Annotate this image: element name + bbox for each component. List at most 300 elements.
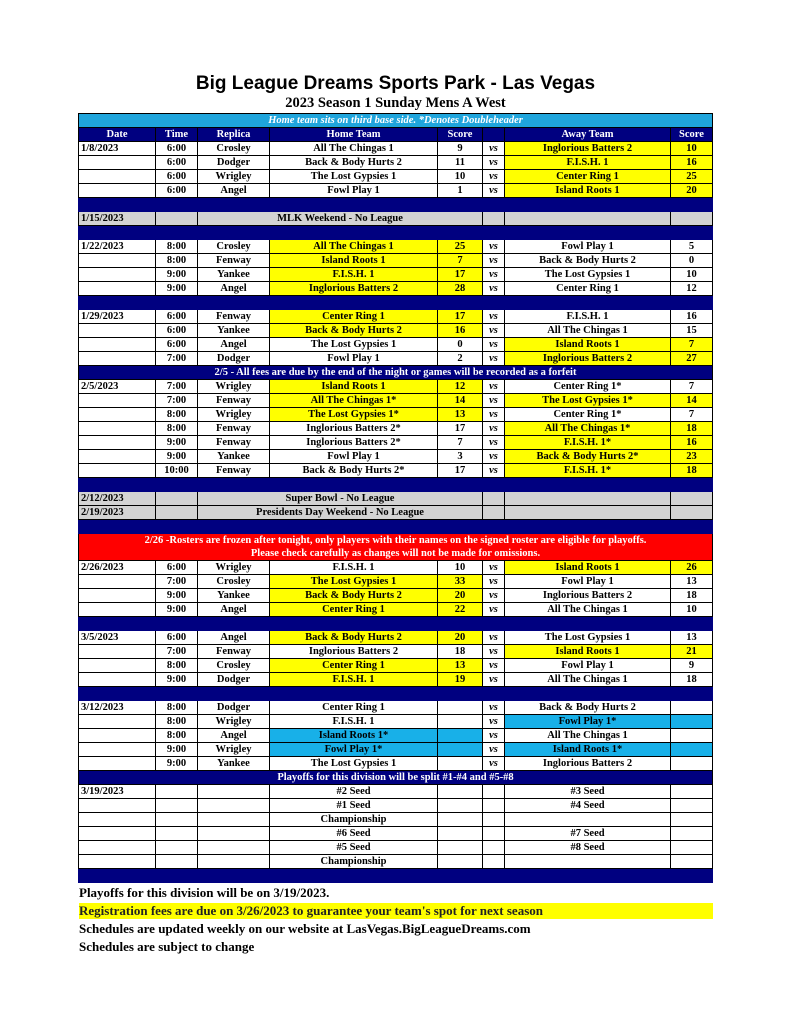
game-time: 7:00 <box>156 380 198 394</box>
vs-label: vs <box>483 729 505 743</box>
home-score: 1 <box>438 184 483 198</box>
vs-label: vs <box>483 645 505 659</box>
game-time: 8:00 <box>156 422 198 436</box>
home-team: F.I.S.H. 1 <box>270 673 438 687</box>
no-league-row <box>79 212 713 226</box>
no-league-label: Super Bowl - No League <box>198 492 483 506</box>
empty-cell <box>483 841 505 855</box>
away-score <box>671 701 713 715</box>
game-date <box>79 436 156 450</box>
playoff-row <box>79 855 713 869</box>
game-row <box>79 659 713 673</box>
home-team: The Lost Gypsies 1 <box>270 170 438 184</box>
home-score: 7 <box>438 436 483 450</box>
playoff-home: #1 Seed <box>270 799 438 813</box>
playoff-away: #3 Seed <box>505 785 671 799</box>
empty-cell <box>198 813 270 827</box>
home-score <box>438 757 483 771</box>
separator-bar <box>79 226 713 240</box>
away-score: 12 <box>671 282 713 296</box>
vs-label: vs <box>483 240 505 254</box>
game-date: 2/26/2023 <box>79 561 156 575</box>
empty-cell <box>671 785 713 799</box>
empty-cell <box>671 506 713 520</box>
away-score: 14 <box>671 394 713 408</box>
home-team: F.I.S.H. 1 <box>270 715 438 729</box>
game-row <box>79 631 713 645</box>
game-time: 9:00 <box>156 673 198 687</box>
away-score: 25 <box>671 170 713 184</box>
away-score: 10 <box>671 268 713 282</box>
game-row <box>79 603 713 617</box>
playoff-row <box>79 785 713 799</box>
away-score: 20 <box>671 184 713 198</box>
game-date: 1/8/2023 <box>79 142 156 156</box>
game-time: 6:00 <box>156 631 198 645</box>
home-score: 10 <box>438 170 483 184</box>
game-time: 8:00 <box>156 408 198 422</box>
away-team: Island Roots 1 <box>505 645 671 659</box>
game-date <box>79 408 156 422</box>
footer-playoff-date: Playoffs for this division will be on 3/19/2023. <box>79 885 330 900</box>
game-date <box>79 450 156 464</box>
empty-cell <box>438 855 483 869</box>
game-field: Wrigley <box>198 743 270 757</box>
vs-label: vs <box>483 380 505 394</box>
game-field: Dodger <box>198 673 270 687</box>
home-team: The Lost Gypsies 1* <box>270 408 438 422</box>
game-date: 3/12/2023 <box>79 701 156 715</box>
footer-disclaimer: Schedules are subject to change <box>79 939 255 954</box>
home-score: 19 <box>438 673 483 687</box>
game-date <box>79 715 156 729</box>
playoff-away: #7 Seed <box>505 827 671 841</box>
away-team: F.I.S.H. 1 <box>505 156 671 170</box>
away-score: 9 <box>671 659 713 673</box>
separator-row <box>79 617 713 631</box>
away-score <box>671 729 713 743</box>
home-team: Fowl Play 1* <box>270 743 438 757</box>
home-score: 18 <box>438 645 483 659</box>
game-date: 3/5/2023 <box>79 631 156 645</box>
away-score: 13 <box>671 575 713 589</box>
empty-cell <box>505 212 671 226</box>
vs-label: vs <box>483 673 505 687</box>
game-row <box>79 156 713 170</box>
game-date: 1/15/2023 <box>79 212 156 226</box>
home-team: Island Roots 1 <box>270 380 438 394</box>
home-score: 22 <box>438 603 483 617</box>
empty-cell <box>505 492 671 506</box>
away-team: Island Roots 1 <box>505 561 671 575</box>
empty-cell <box>483 855 505 869</box>
away-team: Inglorious Batters 2 <box>505 352 671 366</box>
playoff-split-notice-text: Playoffs for this division will be split #1-#4 and #5-#8 <box>79 771 713 785</box>
game-row <box>79 422 713 436</box>
away-team: The Lost Gypsies 1 <box>505 268 671 282</box>
game-row <box>79 338 713 352</box>
game-field: Angel <box>198 631 270 645</box>
home-score <box>438 715 483 729</box>
game-time: 6:00 <box>156 156 198 170</box>
game-time: 7:00 <box>156 352 198 366</box>
game-field: Crosley <box>198 142 270 156</box>
game-date <box>79 673 156 687</box>
col-time: Time <box>156 128 198 142</box>
away-score: 18 <box>671 673 713 687</box>
empty-cell <box>156 785 198 799</box>
vs-label: vs <box>483 450 505 464</box>
vs-label: vs <box>483 184 505 198</box>
note-text: Home team sits on third base side. *Denotes Doubleheader <box>79 114 713 128</box>
game-field: Yankee <box>198 450 270 464</box>
playoff-home: Championship <box>270 813 438 827</box>
separator-row <box>79 687 713 701</box>
game-time: 6:00 <box>156 310 198 324</box>
game-field: Yankee <box>198 757 270 771</box>
separator-bar <box>79 198 713 212</box>
game-time: 9:00 <box>156 268 198 282</box>
game-time: 6:00 <box>156 324 198 338</box>
away-team: The Lost Gypsies 1* <box>505 394 671 408</box>
playoff-row <box>79 841 713 855</box>
empty-cell <box>438 841 483 855</box>
game-field: Angel <box>198 603 270 617</box>
game-date <box>79 589 156 603</box>
away-score: 18 <box>671 589 713 603</box>
home-score: 3 <box>438 450 483 464</box>
game-date <box>79 799 156 813</box>
away-team: All The Chingas 1 <box>505 673 671 687</box>
empty-cell <box>156 799 198 813</box>
empty-cell <box>483 492 505 506</box>
game-field: Wrigley <box>198 380 270 394</box>
vs-label: vs <box>483 422 505 436</box>
playoff-split-notice <box>79 771 713 785</box>
playoff-away: #4 Seed <box>505 799 671 813</box>
home-score: 17 <box>438 422 483 436</box>
home-score: 12 <box>438 380 483 394</box>
home-team: Center Ring 1 <box>270 701 438 715</box>
away-team: Back & Body Hurts 2 <box>505 254 671 268</box>
home-score: 20 <box>438 589 483 603</box>
away-team: F.I.S.H. 1 <box>505 310 671 324</box>
empty-cell <box>198 799 270 813</box>
game-field: Angel <box>198 184 270 198</box>
game-row <box>79 743 713 757</box>
separator-row <box>79 198 713 212</box>
game-field: Yankee <box>198 589 270 603</box>
empty-cell <box>671 841 713 855</box>
game-field: Wrigley <box>198 408 270 422</box>
game-date <box>79 184 156 198</box>
game-field: Yankee <box>198 324 270 338</box>
away-score: 7 <box>671 408 713 422</box>
roster-notice-line-2: Please check carefully as changes will not be made for omissions. <box>250 548 541 559</box>
game-field: Fenway <box>198 254 270 268</box>
game-time: 9:00 <box>156 757 198 771</box>
game-date <box>79 352 156 366</box>
home-score: 14 <box>438 394 483 408</box>
away-team: Inglorious Batters 2 <box>505 589 671 603</box>
game-date <box>79 254 156 268</box>
empty-cell <box>671 827 713 841</box>
playoff-row <box>79 827 713 841</box>
away-team: Island Roots 1 <box>505 184 671 198</box>
away-score: 15 <box>671 324 713 338</box>
game-time: 9:00 <box>156 589 198 603</box>
home-score: 20 <box>438 631 483 645</box>
home-team: Island Roots 1* <box>270 729 438 743</box>
playoff-row <box>79 799 713 813</box>
game-field: Fenway <box>198 464 270 478</box>
home-team: The Lost Gypsies 1 <box>270 575 438 589</box>
game-row <box>79 729 713 743</box>
vs-label: vs <box>483 338 505 352</box>
home-score: 17 <box>438 268 483 282</box>
col-home: Home Team <box>270 128 438 142</box>
game-row <box>79 645 713 659</box>
separator-bar <box>79 869 713 883</box>
away-team: Center Ring 1 <box>505 170 671 184</box>
away-score: 18 <box>671 422 713 436</box>
away-score <box>671 715 713 729</box>
home-score: 13 <box>438 408 483 422</box>
away-team: Center Ring 1 <box>505 282 671 296</box>
home-score: 16 <box>438 324 483 338</box>
separator-row <box>79 296 713 310</box>
game-field: Angel <box>198 282 270 296</box>
empty-cell <box>156 212 198 226</box>
home-team: F.I.S.H. 1 <box>270 561 438 575</box>
home-team: Inglorious Batters 2 <box>270 645 438 659</box>
home-score: 11 <box>438 156 483 170</box>
game-field: Yankee <box>198 268 270 282</box>
empty-cell <box>156 855 198 869</box>
game-row <box>79 575 713 589</box>
game-row <box>79 310 713 324</box>
game-row <box>79 268 713 282</box>
home-score <box>438 743 483 757</box>
game-field: Angel <box>198 729 270 743</box>
vs-label: vs <box>483 631 505 645</box>
game-time: 6:00 <box>156 170 198 184</box>
away-team: All The Chingas 1 <box>505 729 671 743</box>
game-time: 7:00 <box>156 394 198 408</box>
header-row <box>79 128 713 142</box>
home-team: Fowl Play 1 <box>270 184 438 198</box>
home-team: Back & Body Hurts 2 <box>270 631 438 645</box>
home-score: 10 <box>438 561 483 575</box>
empty-cell <box>671 212 713 226</box>
empty-cell <box>671 855 713 869</box>
game-date <box>79 645 156 659</box>
empty-cell <box>505 506 671 520</box>
game-date <box>79 170 156 184</box>
game-date <box>79 338 156 352</box>
away-score: 26 <box>671 561 713 575</box>
game-date <box>79 324 156 338</box>
game-field: Fenway <box>198 436 270 450</box>
away-team: F.I.S.H. 1* <box>505 464 671 478</box>
vs-label: vs <box>483 170 505 184</box>
game-row <box>79 757 713 771</box>
roster-notice <box>79 534 713 561</box>
away-score: 16 <box>671 156 713 170</box>
home-score: 33 <box>438 575 483 589</box>
away-team: All The Chingas 1 <box>505 324 671 338</box>
page-subtitle: 2023 Season 1 Sunday Mens A West <box>285 95 506 111</box>
vs-label: vs <box>483 352 505 366</box>
game-date <box>79 464 156 478</box>
game-date: 1/29/2023 <box>79 310 156 324</box>
away-team: Center Ring 1* <box>505 408 671 422</box>
separator-row <box>79 520 713 534</box>
home-team: All The Chingas 1 <box>270 240 438 254</box>
game-row <box>79 408 713 422</box>
separator-bar <box>79 617 713 631</box>
home-score <box>438 701 483 715</box>
away-score: 13 <box>671 631 713 645</box>
game-time: 8:00 <box>156 659 198 673</box>
game-date: 1/22/2023 <box>79 240 156 254</box>
empty-cell <box>198 827 270 841</box>
empty-cell <box>198 841 270 855</box>
game-row <box>79 673 713 687</box>
away-score: 7 <box>671 338 713 352</box>
game-field: Wrigley <box>198 170 270 184</box>
vs-label: vs <box>483 394 505 408</box>
away-team: Fowl Play 1* <box>505 715 671 729</box>
vs-label: vs <box>483 575 505 589</box>
note-row <box>79 114 713 128</box>
home-team: Island Roots 1 <box>270 254 438 268</box>
playoff-home: #5 Seed <box>270 841 438 855</box>
game-row <box>79 324 713 338</box>
game-field: Wrigley <box>198 561 270 575</box>
game-time: 6:00 <box>156 338 198 352</box>
game-row <box>79 240 713 254</box>
away-score: 23 <box>671 450 713 464</box>
playoff-away <box>505 855 671 869</box>
game-time: 6:00 <box>156 561 198 575</box>
away-score: 10 <box>671 142 713 156</box>
game-time: 8:00 <box>156 240 198 254</box>
empty-cell <box>156 827 198 841</box>
game-field: Dodger <box>198 156 270 170</box>
separator-bar <box>79 296 713 310</box>
game-field: Crosley <box>198 240 270 254</box>
playoff-home: Championship <box>270 855 438 869</box>
no-league-label: Presidents Day Weekend - No League <box>198 506 483 520</box>
empty-cell <box>156 813 198 827</box>
home-team: Back & Body Hurts 2 <box>270 324 438 338</box>
game-field: Crosley <box>198 659 270 673</box>
game-field: Fenway <box>198 310 270 324</box>
home-score: 0 <box>438 338 483 352</box>
away-team: Fowl Play 1 <box>505 575 671 589</box>
footer-website: Schedules are updated weekly on our website at LasVegas.BigLeagueDreams.com <box>79 921 531 936</box>
empty-cell <box>671 813 713 827</box>
away-team: The Lost Gypsies 1 <box>505 631 671 645</box>
home-score: 7 <box>438 254 483 268</box>
away-score: 7 <box>671 380 713 394</box>
away-score: 16 <box>671 310 713 324</box>
roster-notice-cell <box>79 534 713 561</box>
vs-label: vs <box>483 268 505 282</box>
game-time: 10:00 <box>156 464 198 478</box>
empty-cell <box>156 506 198 520</box>
empty-cell <box>483 799 505 813</box>
schedule-table <box>78 113 713 883</box>
empty-cell <box>198 785 270 799</box>
col-date: Date <box>79 128 156 142</box>
vs-label: vs <box>483 464 505 478</box>
home-score: 2 <box>438 352 483 366</box>
game-date <box>79 394 156 408</box>
vs-label: vs <box>483 743 505 757</box>
game-date <box>79 743 156 757</box>
home-score: 9 <box>438 142 483 156</box>
game-date <box>79 729 156 743</box>
game-row <box>79 701 713 715</box>
game-date <box>79 575 156 589</box>
game-date: 3/19/2023 <box>79 785 156 799</box>
home-score: 13 <box>438 659 483 673</box>
game-row <box>79 436 713 450</box>
separator-row <box>79 869 713 883</box>
no-league-row <box>79 506 713 520</box>
game-date <box>79 268 156 282</box>
col-score-2: Score <box>671 128 713 142</box>
away-team: Island Roots 1 <box>505 338 671 352</box>
home-team: Back & Body Hurts 2* <box>270 464 438 478</box>
vs-label: vs <box>483 589 505 603</box>
away-score: 21 <box>671 645 713 659</box>
home-team: F.I.S.H. 1 <box>270 268 438 282</box>
game-field: Crosley <box>198 575 270 589</box>
game-date <box>79 841 156 855</box>
away-team: Inglorious Batters 2 <box>505 757 671 771</box>
away-score <box>671 743 713 757</box>
empty-cell <box>438 799 483 813</box>
game-field: Fenway <box>198 394 270 408</box>
game-date <box>79 827 156 841</box>
away-score: 27 <box>671 352 713 366</box>
col-score: Score <box>438 128 483 142</box>
game-row <box>79 254 713 268</box>
home-score: 17 <box>438 310 483 324</box>
game-time: 8:00 <box>156 729 198 743</box>
game-time: 8:00 <box>156 701 198 715</box>
page-title: Big League Dreams Sports Park - Las Vegas <box>195 73 596 94</box>
away-team: Island Roots 1* <box>505 743 671 757</box>
game-field: Fenway <box>198 645 270 659</box>
vs-label: vs <box>483 436 505 450</box>
vs-label: vs <box>483 701 505 715</box>
empty-cell <box>671 492 713 506</box>
game-field: Fenway <box>198 422 270 436</box>
vs-label: vs <box>483 282 505 296</box>
vs-label: vs <box>483 408 505 422</box>
away-score: 5 <box>671 240 713 254</box>
game-date <box>79 757 156 771</box>
game-field: Dodger <box>198 701 270 715</box>
game-time: 6:00 <box>156 142 198 156</box>
vs-label: vs <box>483 310 505 324</box>
away-team: All The Chingas 1 <box>505 603 671 617</box>
game-date <box>79 855 156 869</box>
